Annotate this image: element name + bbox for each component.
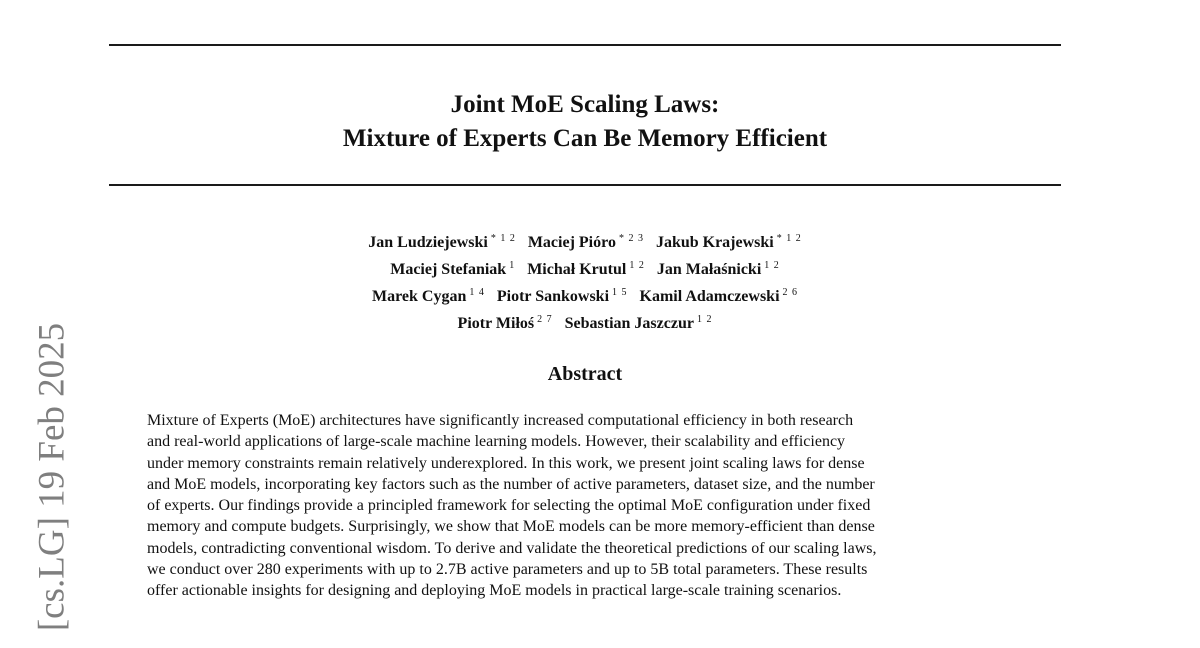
author-line xyxy=(109,227,1061,254)
abstract-line: models, contradicting conventional wisdom. To derive and validate the theoretical predictions of our scaling laws, xyxy=(147,539,877,557)
author-list xyxy=(109,227,1061,335)
author: Jan Ludziejewski $^{* 1 2}$ xyxy=(368,233,516,251)
abstract-line: Mixture of Experts (MoE) architectures have significantly increased computational efficiency in both research xyxy=(147,412,854,429)
paper-title xyxy=(109,88,1061,156)
title-rule-bottom xyxy=(109,184,1061,186)
author: Sebastian Jaszczur $^{1 2}$ xyxy=(564,314,713,332)
author-line xyxy=(109,308,1061,335)
arxiv-identifier-stamp: [cs.LG] 19 Feb 2025 xyxy=(31,322,73,632)
author: Kamil Adamczewski $^{2 6}$ xyxy=(639,287,799,305)
author-line xyxy=(109,281,1061,308)
abstract-line: and MoE models, incorporating key factors such as the number of active parameters, dataset size, and the number xyxy=(147,475,875,493)
author: Jakub Krajewski $^{* 1 2}$ xyxy=(655,233,802,251)
abstract-line: under memory constraints remain relatively underexplored. In this work, we present joint scaling laws for dense xyxy=(147,454,865,472)
abstract-line: offer actionable insights for designing and deploying MoE models in practical large-scale training scenarios. xyxy=(147,582,842,600)
author: Maciej Pióro $^{* 2 3}$ xyxy=(527,233,644,251)
author: Piotr Miłoś $^{2 7}$ xyxy=(457,314,553,332)
abstract-line: and real-world applications of large-scale machine learning models. However, their scalability and efficiency xyxy=(147,433,846,451)
title-rule-top xyxy=(109,44,1061,46)
author: Marek Cygan $^{1 4}$ xyxy=(371,287,485,305)
author-line xyxy=(109,254,1061,281)
author: Maciej Stefaniak $^1$ xyxy=(390,260,516,278)
author: Piotr Sankowski $^{1 5}$ xyxy=(496,287,628,305)
author: Jan Małaśnicki $^{1 2}$ xyxy=(656,260,780,278)
author: Michał Krutul $^{1 2}$ xyxy=(527,260,645,278)
abstract-heading: Abstract xyxy=(547,363,623,385)
title-line-1: Joint MoE Scaling Laws: xyxy=(450,91,720,118)
title-line-2: Mixture of Experts Can Be Memory Efficient xyxy=(342,125,828,152)
abstract-body xyxy=(147,410,1027,602)
abstract-line: we conduct over 280 experiments with up to 2.7B active parameters and up to 5B total parameters. These results xyxy=(147,561,868,579)
abstract-line: memory and compute budgets. Surprisingly, we show that MoE models can be more memory-efficient than dense xyxy=(147,518,875,536)
abstract-line: of experts. Our findings provide a principled framework for selecting the optimal MoE configuration under fixed xyxy=(147,497,871,515)
